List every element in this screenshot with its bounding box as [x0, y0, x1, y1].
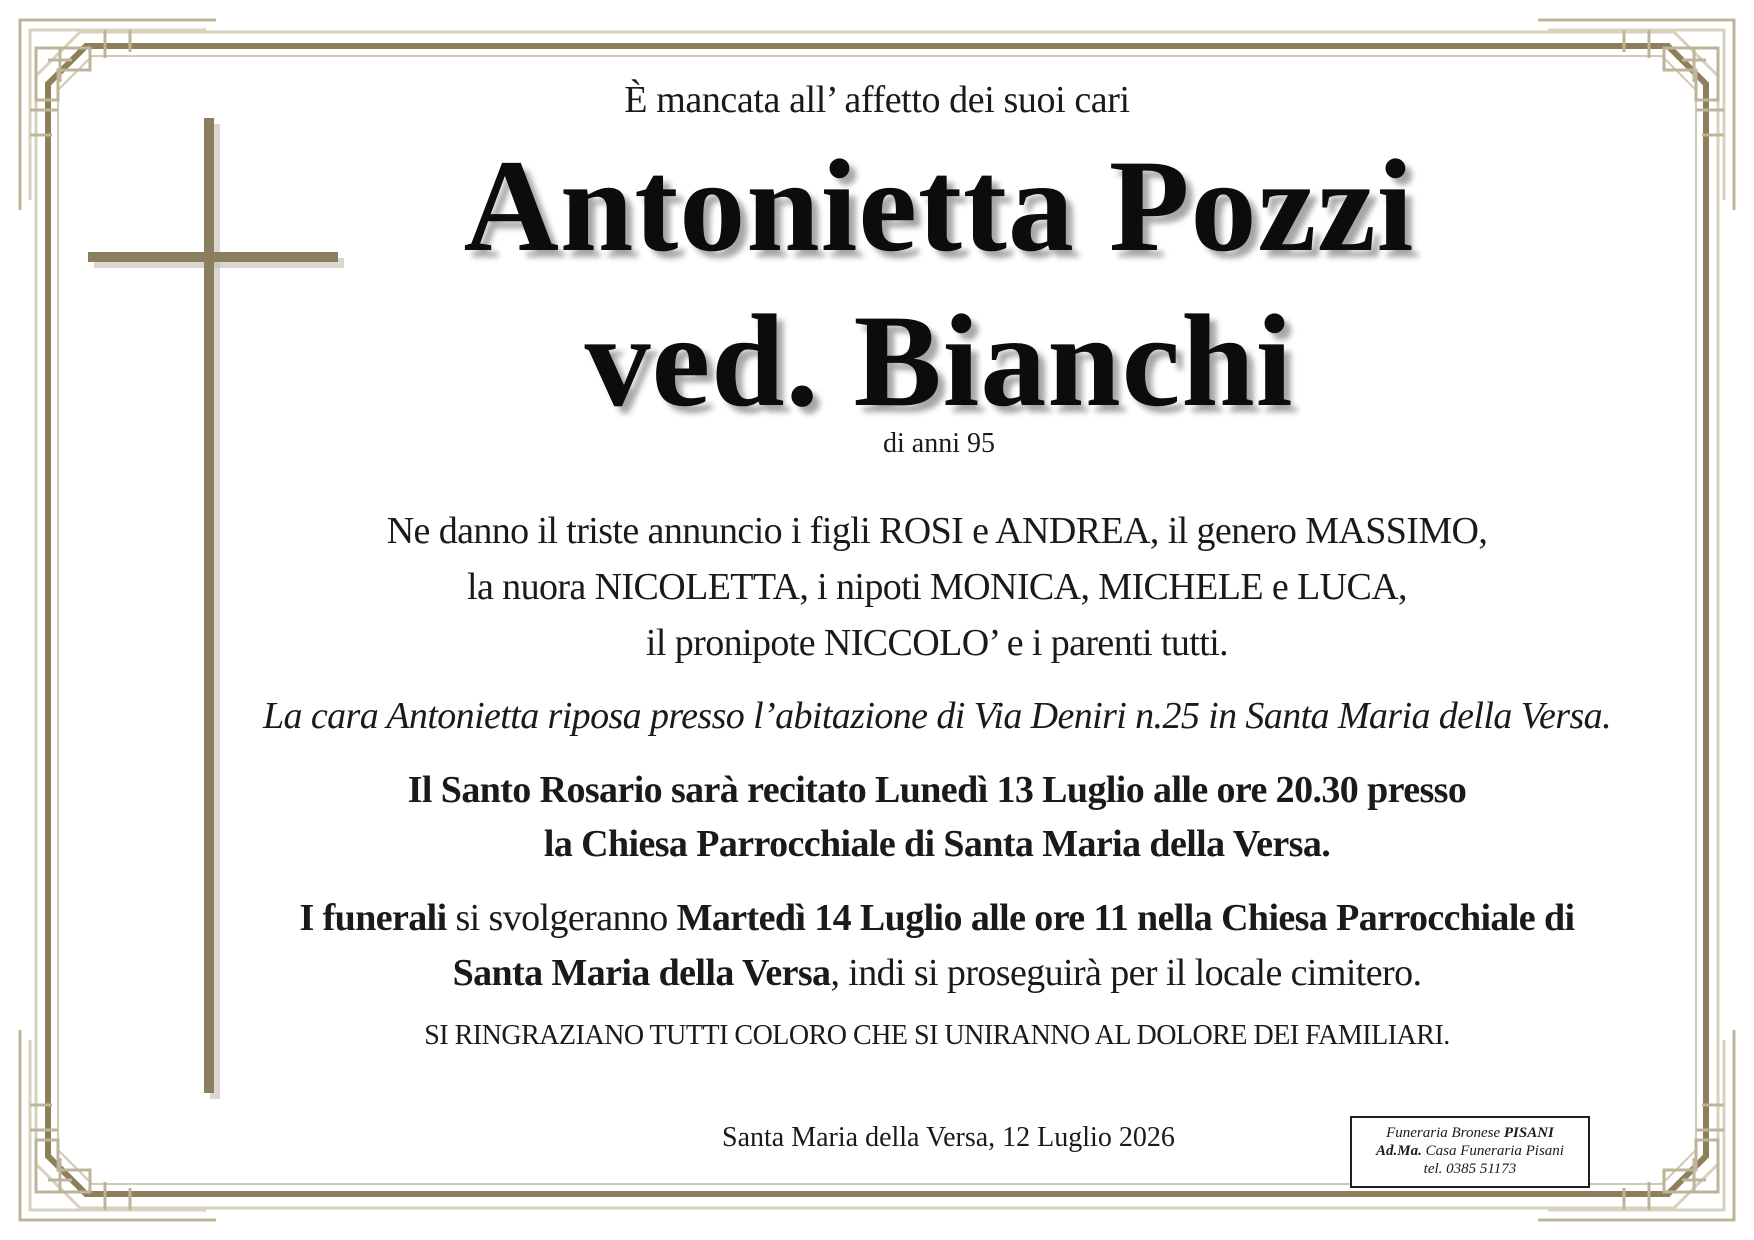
- announcement-line: il pronipote NICCOLO’ e i parenti tutti.: [645, 622, 1229, 664]
- wake-location-text: La cara Antonietta riposa presso l’abitazione di Via Deniri n.25 in Santa Maria della Versa.: [263, 695, 1611, 737]
- funeral-home-box: [1350, 1116, 1590, 1188]
- deceased-name: Antonietta Pozzi: [463, 132, 1415, 279]
- funeral-datetime: Martedì 14 Luglio alle ore 11 nella Chiesa Parrocchiale di: [676, 897, 1575, 939]
- deceased-married-name: ved. Bianchi: [584, 287, 1294, 434]
- rosary-line: Il Santo Rosario sarà recitato Lunedì 13 Luglio alle ore 20.30 presso: [407, 769, 1467, 811]
- rosary-line: la Chiesa Parrocchiale di Santa Maria della Versa.: [543, 823, 1331, 865]
- funeral-home-line-2: Ad.Ma. Casa Funeraria Pisani: [1376, 1143, 1564, 1159]
- intro-text: È mancata all’ affetto dei suoi cari: [624, 79, 1130, 121]
- thanks-text: SI RINGRAZIANO TUTTI COLORO CHE SI UNIRANNO AL DOLORE DEI FAMILIARI.: [424, 1020, 1450, 1051]
- announcement-line: Ne danno il triste annuncio i figli ROSI e ANDREA, il genero MASSIMO,: [386, 510, 1488, 552]
- funeral-line-2: [60, 954, 1754, 992]
- funeral-text: si svolgeranno: [446, 897, 677, 939]
- age-text: di anni 95: [883, 428, 995, 459]
- funeral-place: Santa Maria della Versa: [452, 952, 831, 994]
- funeral-text: , indi si proseguirà per il locale cimitero.: [830, 952, 1422, 994]
- funeral-home-line-1: Funeraria Bronese PISANI: [1386, 1125, 1554, 1141]
- announcement-line: la nuora NICOLETTA, i nipoti MONICA, MICHELE e LUCA,: [467, 566, 1407, 608]
- funeral-label: I funerali: [299, 897, 447, 939]
- funeral-home-phone: tel. 0385 51173: [1423, 1161, 1517, 1177]
- place-date: Santa Maria della Versa, 12 Luglio 2026: [722, 1122, 1175, 1153]
- funeral-line-1: [60, 899, 1754, 937]
